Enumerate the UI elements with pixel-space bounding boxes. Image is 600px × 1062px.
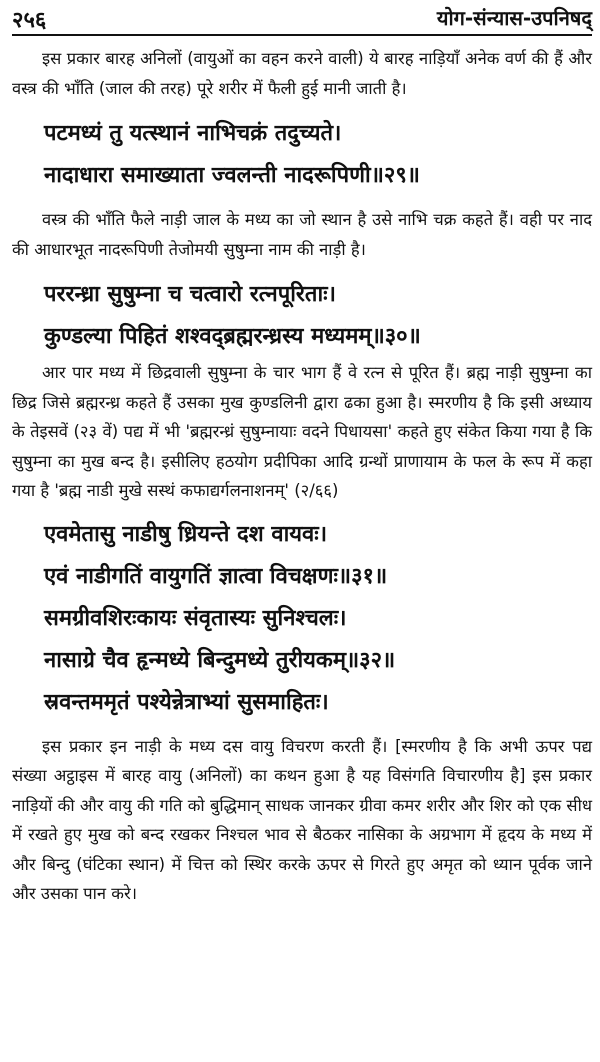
header-rule	[12, 34, 592, 36]
running-title: योग-संन्यास-उपनिषद्	[436, 6, 592, 30]
commentary-paragraph: आर पार मध्य में छिद्रवाली सुषुम्ना के चार भाग हैं वे रत्न से पूरित हैं। ब्रह्म नाड़ी सुषुम्ना का छिद्र जिसे ब्रह्मरन्ध्र कहते हैं उसका मुख कुण्डलिनी द्वारा ढका हुआ है। स्मरणीय है कि इसी अध्याय के तेइसवें (२३ वें) पद्य में भी 'ब्रह्मरन्ध्रं सुषुम्नायाः वदने पिधायसा' कहते हुए संकेत किया गया है कि सुषुम्ना का मुख बन्द है। इसीलिए हठयोग प्रदीपिका आदि ग्रन्थों प्राणायाम के फल के रूप में कहा गया है 'ब्रह्म नाडी मुखे सस्थं कफाद्यर्गलनाशनम्' (२/६६)	[12, 363, 592, 500]
verse-line: स्रवन्तममृतं पश्येन्नेत्राभ्यां सुसमाहितः।	[44, 689, 329, 715]
verse-line: समग्रीवशिरःकायः संवृतास्यः सुनिश्चलः।	[44, 605, 347, 631]
verse-line: पररन्ध्रा सुषुम्ना च चत्वारो रत्नपूरिताः।	[44, 282, 336, 307]
verse-line: पटमध्यं तु यत्स्थानं नाभिचक्रं तदुच्यते।	[44, 121, 342, 146]
verse-line: नादाधारा समाख्याता ज्वलन्ती नादरूपिणी॥२९॥	[44, 163, 420, 188]
verse-line: कुण्डल्या पिहितं शश्वद्ब्रह्मरन्ध्रस्य मध्यमम्॥३०॥	[44, 324, 421, 349]
verse-line: एवमेतासु नाडीषु ध्रियन्ते दश वायवः।	[44, 521, 328, 547]
page-header	[12, 0, 592, 40]
page-number: २५६	[12, 8, 47, 33]
verse-line: नासाग्रे चैव हृन्मध्ये बिन्दुमध्ये तुरीयकम्॥३२॥	[44, 647, 396, 673]
commentary-paragraph: वस्त्र की भाँति फैले नाड़ी जाल के मध्य का जो स्थान है उसे नाभि चक्र कहते हैं। वही पर नाद की आधारभूत नादरूपिणी तेजोमयी सुषुम्ना नाम की नाड़ी है।	[12, 210, 592, 259]
verse-line: एवं नाडीगतिं वायुगतिं ज्ञात्वा विचक्षणः॥३१॥	[44, 563, 388, 589]
commentary-paragraph: इस प्रकार इन नाड़ी के मध्य दस वायु विचरण करती हैं। [स्मरणीय है कि अभी ऊपर पद्य संख्या अट्ठाइस में बारह वायु (अनिलों) का कथन हुआ है यह विसंगति विचारणीय है] इस प्रकार नाड़ियों की और वायु की गति को बुद्धिमान् साधक जानकर ग्रीवा कमर शरीर और शिर को एक सीध में रखते हुए मुख को बन्द रखकर निश्चल भाव से बैठकर नासिका के अग्रभाग में हृदय के मध्य में और बिन्दु (घंटिका स्थान) में चित्त को स्थिर करके ऊपर से गिरते हुए अमृत को ध्यान पूर्वक जाने और उसका पान करे।	[12, 736, 592, 903]
commentary-paragraph: इस प्रकार बारह अनिलों (वायुओं का वहन करने वाली) ये बारह नाड़ियाँ अनेक वर्ण की हैं और वस्त्र की भाँति (जाल की तरह) पूरे शरीर में फैली हुई मानी जाती है।	[12, 49, 592, 98]
